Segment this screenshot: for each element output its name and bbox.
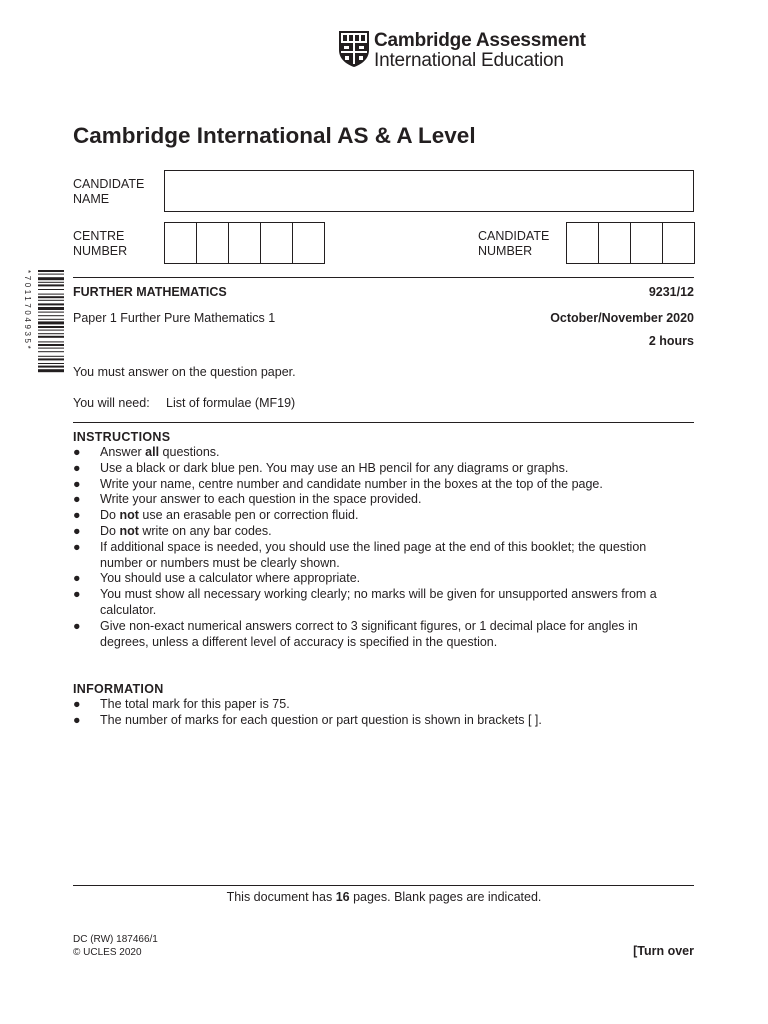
turn-over-note: [Turn over (633, 944, 694, 958)
candidate-digit-box[interactable] (566, 222, 599, 264)
bullet-icon: ● (73, 712, 81, 727)
syllabus-code: 9231/12 (648, 285, 694, 299)
list-item: ● Answer all questions. (73, 445, 220, 459)
bullet-icon: ● (73, 571, 81, 586)
centre-digit-box[interactable] (293, 222, 325, 264)
divider-top (73, 277, 694, 278)
barcode-number: *7011704935* (23, 270, 32, 352)
bullet-icon: ● (73, 523, 81, 538)
candidate-name-label: CANDIDATE NAME (73, 177, 145, 206)
bullet-icon: ● (73, 445, 81, 459)
document-pages-note: This document has 16 pages. Blank pages are indicated. (226, 890, 542, 904)
instructions-heading: INSTRUCTIONS (73, 430, 171, 444)
need-value: List of formulae (MF19) (166, 396, 296, 410)
instructions-list (73, 445, 680, 650)
list-item: ● You must show all necessary working clearly; no marks will be given for unsupported answers from a calculator. (73, 587, 657, 617)
document-reference: DC (RW) 187466/1 © UCLES 2020 (73, 934, 158, 958)
divider-mid (73, 422, 694, 423)
bullet-icon: ● (73, 539, 81, 554)
bullet-icon: ● (73, 508, 81, 523)
centre-digit-box[interactable] (164, 222, 197, 264)
list-item: ● Do not use an erasable pen or correction fluid. (73, 508, 359, 523)
bullet-icon: ● (73, 492, 81, 507)
cambridge-shield-logo (338, 30, 370, 73)
bullet-icon: ● (73, 587, 81, 602)
information-heading: INFORMATION (73, 682, 164, 696)
candidate-number-boxes (566, 222, 695, 264)
exam-duration: 2 hours (648, 334, 694, 348)
centre-digit-box[interactable] (229, 222, 261, 264)
candidate-digit-box[interactable] (631, 222, 663, 264)
subject-name: FURTHER MATHEMATICS (73, 285, 227, 299)
list-item: ● Do not write on any bar codes. (73, 523, 272, 538)
centre-digit-box[interactable] (197, 222, 229, 264)
centre-number-boxes (164, 222, 325, 264)
list-item: ● If additional space is needed, you should use the lined page at the end of this booklet; the question number or numbers must be clearly shown. (73, 539, 647, 570)
logo-line-1: Cambridge Assessment (374, 30, 586, 51)
candidate-digit-box[interactable] (663, 222, 695, 264)
need-label: You will need: (73, 396, 150, 410)
bullet-icon: ● (73, 476, 81, 491)
divider-bottom (73, 885, 694, 886)
information-list (73, 697, 680, 729)
exam-session: October/November 2020 (550, 311, 694, 325)
logo-line-2: International Education (374, 50, 564, 71)
bullet-icon: ● (73, 460, 81, 475)
candidate-digit-box[interactable] (599, 222, 631, 264)
candidate-number-label: CANDIDATE NUMBER (478, 229, 550, 258)
list-item: ● You should use a calculator where appropriate. (73, 571, 361, 586)
list-item: ● The number of marks for each question or part question is shown in brackets [ ]. (73, 712, 542, 727)
list-item: ● Write your name, centre number and candidate number in the boxes at the top of the page. (73, 476, 603, 491)
list-item: ● Write your answer to each question in the space provided. (73, 492, 422, 507)
paper-name: Paper 1 Further Pure Mathematics 1 (73, 311, 276, 325)
bullet-icon: ● (73, 697, 81, 711)
candidate-name-field[interactable] (164, 170, 694, 212)
page-title: Cambridge International AS & A Level (73, 123, 476, 148)
centre-digit-box[interactable] (261, 222, 293, 264)
answer-note: You must answer on the question paper. (73, 365, 296, 379)
centre-number-label: CENTRE NUMBER (73, 229, 128, 258)
list-item: ● Use a black or dark blue pen. You may use an HB pencil for any diagrams or graphs. (73, 460, 569, 475)
list-item: ● The total mark for this paper is 75. (73, 697, 290, 711)
bullet-icon: ● (73, 618, 81, 633)
list-item: ● Give non-exact numerical answers correct to 3 significant figures, or 1 decimal place for angles in degrees, unless a different level of accuracy is specified in the question. (73, 618, 638, 649)
